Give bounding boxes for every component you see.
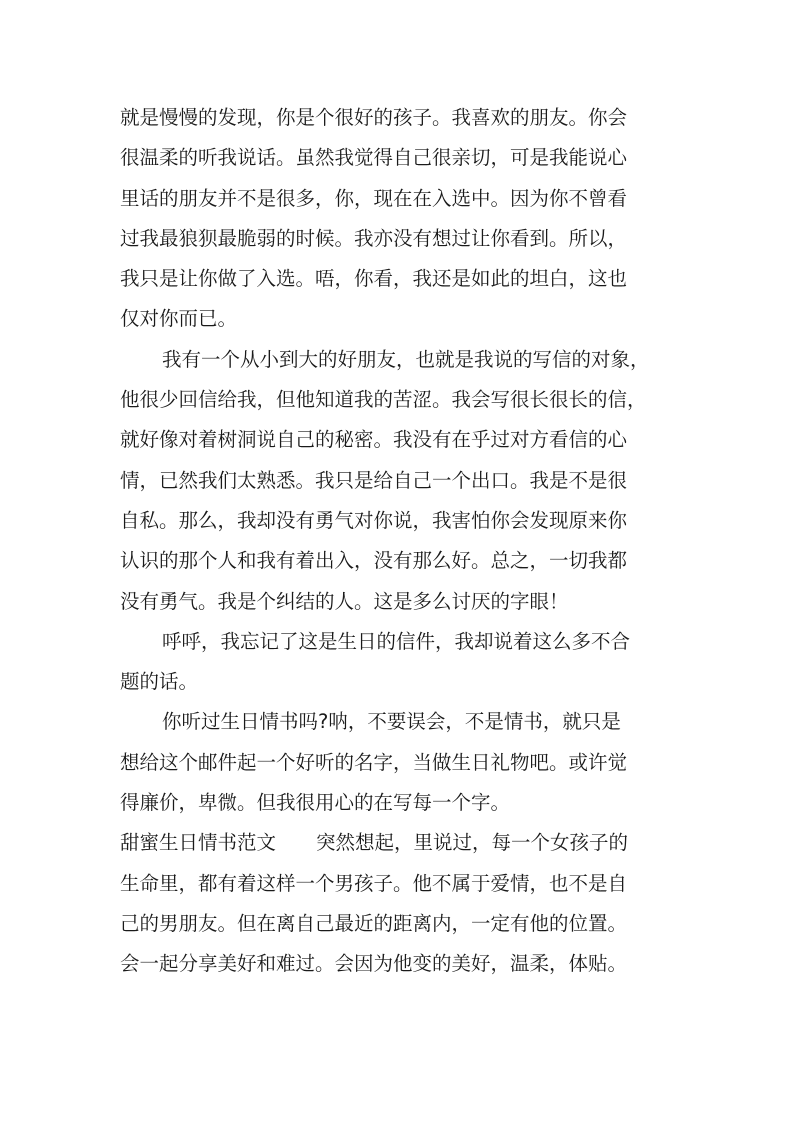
- text-line: 认识的那个人和我有着出入，没有那么好。总之，一切我都: [120, 549, 628, 573]
- text-line: 我只是让你做了入选。唔，你看，我还是如此的坦白，这也: [120, 267, 628, 291]
- text-line: 他很少回信给我，但他知道我的苦涩。我会写很长很长的信，: [120, 388, 647, 412]
- text-line: 过我最狼狈最脆弱的时候。我亦没有想过让你看到。所以，: [120, 226, 628, 250]
- text-line: 很温柔的听我说话。虽然我觉得自己很亲切，可是我能说心: [120, 146, 628, 170]
- text-line: 你听过生日情书吗?呐，不要误会，不是情书，就只是: [162, 710, 621, 734]
- text-line: 想给这个邮件起一个好听的名字，当做生日礼物吧。或许觉: [120, 750, 628, 774]
- text-line: 呼呼，我忘记了这是生日的信件，我却说着这么多不合: [162, 629, 631, 653]
- text-line: 仅对你而已。: [120, 307, 238, 331]
- text-line: 就好像对着树洞说自己的秘密。我没有在乎过对方看信的心: [120, 428, 628, 452]
- text-line: 己的男朋友。但在离自己最近的距离内，一定有他的位置。: [120, 911, 628, 935]
- text-line: 里话的朋友并不是很多，你，现在在入选中。因为你不曾看: [120, 186, 628, 210]
- text-line: 得廉价，卑微。但我很用心的在写每一个字。: [120, 791, 511, 815]
- text-line: 生命里，都有着这样一个男孩子。他不属于爱情，也不是自: [120, 871, 628, 895]
- text-line: 题的话。: [120, 670, 199, 694]
- text-line: 就是慢慢的发现，你是个很好的孩子。我喜欢的朋友。你会: [120, 106, 628, 129]
- text-line-heading: [120, 823, 680, 863]
- letter-body: [120, 98, 680, 985]
- section-text: 突然想起，里说过，每一个女孩子的: [316, 831, 629, 855]
- text-line: 自私。那么，我却没有勇气对你说，我害怕你会发现原来你: [120, 508, 628, 532]
- text-line: 情，已然我们太熟悉。我只是给自己一个出口。我是不是很: [120, 468, 628, 492]
- section-title: 甜蜜生日情书范文: [120, 831, 277, 855]
- text-line: 没有勇气。我是个纠结的人。这是多么讨厌的字眼！: [120, 589, 569, 613]
- text-line: 我有一个从小到大的好朋友，也就是我说的写信的对象，: [162, 347, 650, 371]
- text-line: 会一起分享美好和难过。会因为他变的美好，温柔，体贴。: [120, 952, 628, 976]
